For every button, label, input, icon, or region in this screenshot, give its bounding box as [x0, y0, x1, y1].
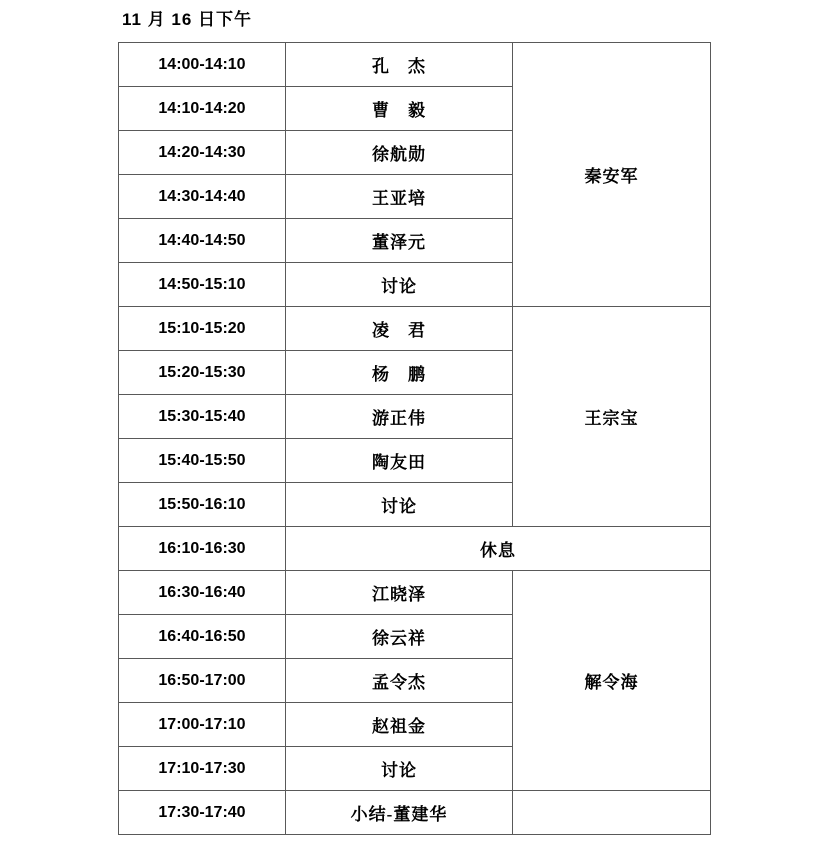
speaker-cell: 讨论 — [286, 483, 513, 527]
speaker-cell: 陶友田 — [286, 439, 513, 483]
table-row — [119, 527, 711, 571]
time-cell: 14:00-14:10 — [119, 43, 286, 87]
speaker-cell: 曹 毅 — [286, 87, 513, 131]
time-cell: 14:30-14:40 — [119, 175, 286, 219]
time-cell: 14:50-15:10 — [119, 263, 286, 307]
speaker-cell: 讨论 — [286, 747, 513, 791]
break-label-cell: 休息 — [286, 527, 711, 571]
speaker-cell: 凌 君 — [286, 307, 513, 351]
time-cell: 15:40-15:50 — [119, 439, 286, 483]
time-cell: 15:50-16:10 — [119, 483, 286, 527]
speaker-cell: 小结-董建华 — [286, 791, 513, 835]
session-chair-cell: 王宗宝 — [513, 307, 711, 527]
speaker-cell: 王亚培 — [286, 175, 513, 219]
time-cell: 16:50-17:00 — [119, 659, 286, 703]
time-cell: 14:40-14:50 — [119, 219, 286, 263]
table-row — [119, 791, 711, 835]
time-cell: 15:30-15:40 — [119, 395, 286, 439]
speaker-cell: 游正伟 — [286, 395, 513, 439]
page-title: 11 月 16 日下午 — [122, 10, 253, 29]
time-cell: 17:30-17:40 — [119, 791, 286, 835]
speaker-cell: 杨 鹏 — [286, 351, 513, 395]
session-chair-cell: 秦安军 — [513, 43, 711, 307]
table-row — [119, 571, 711, 615]
speaker-cell: 徐云祥 — [286, 615, 513, 659]
empty-chair-cell — [513, 791, 711, 835]
time-cell: 16:30-16:40 — [119, 571, 286, 615]
time-cell: 15:20-15:30 — [119, 351, 286, 395]
speaker-cell: 徐航勋 — [286, 131, 513, 175]
time-cell: 16:10-16:30 — [119, 527, 286, 571]
speaker-cell: 江晓泽 — [286, 571, 513, 615]
time-cell: 17:00-17:10 — [119, 703, 286, 747]
table-row — [119, 43, 711, 87]
speaker-cell: 赵祖金 — [286, 703, 513, 747]
speaker-cell: 孔 杰 — [286, 43, 513, 87]
speaker-cell: 董泽元 — [286, 219, 513, 263]
speaker-cell: 孟令杰 — [286, 659, 513, 703]
time-cell: 16:40-16:50 — [119, 615, 286, 659]
table-row — [119, 307, 711, 351]
session-chair-cell: 解令海 — [513, 571, 711, 791]
time-cell: 14:10-14:20 — [119, 87, 286, 131]
time-cell: 17:10-17:30 — [119, 747, 286, 791]
schedule-table — [118, 42, 711, 835]
time-cell: 15:10-15:20 — [119, 307, 286, 351]
speaker-cell: 讨论 — [286, 263, 513, 307]
time-cell: 14:20-14:30 — [119, 131, 286, 175]
